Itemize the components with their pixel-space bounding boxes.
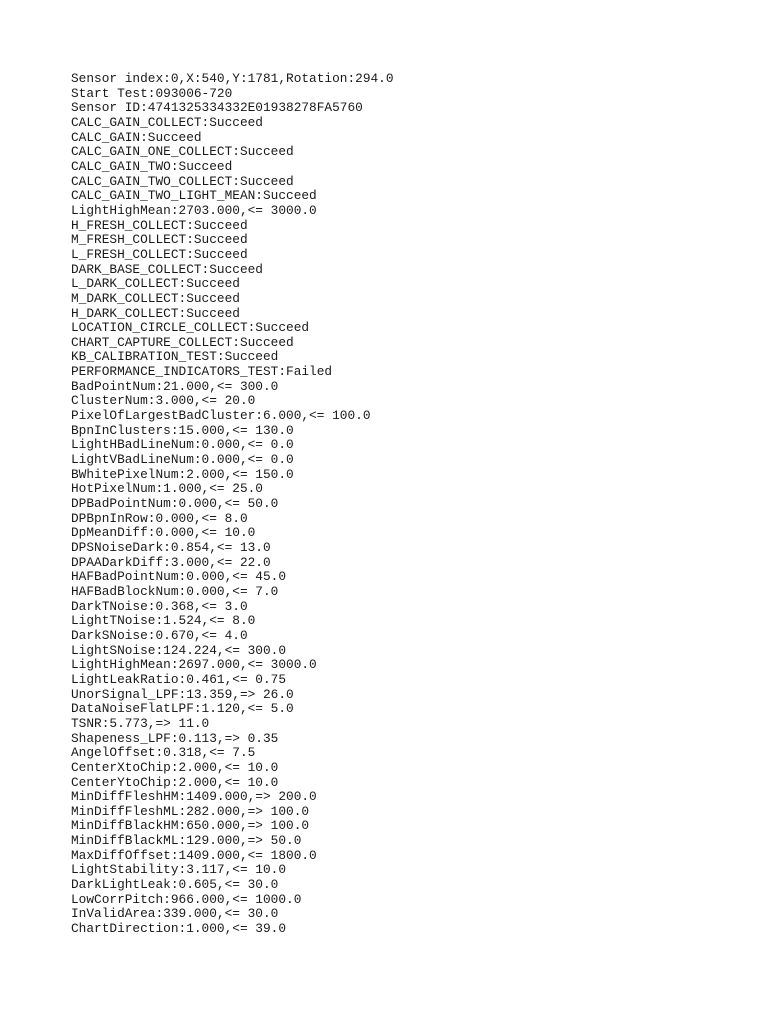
log-line: M_FRESH_COLLECT:Succeed xyxy=(71,232,248,248)
log-line: CenterXtoChip:2.000,<= 10.0 xyxy=(71,759,279,775)
log-line: DarkTNoise:0.368,<= 3.0 xyxy=(71,598,248,614)
log-line: AngelOffset:0.318,<= 7.5 xyxy=(71,745,256,761)
log-line: HAFBadPointNum:0.000,<= 45.0 xyxy=(71,569,287,585)
log-line: DpMeanDiff:0.000,<= 10.0 xyxy=(71,525,256,541)
log-line: LightHighMean:2703.000,<= 3000.0 xyxy=(71,202,317,218)
log-line: DPSNoiseDark:0.854,<= 13.0 xyxy=(71,540,271,555)
log-line: MinDiffFleshML:282.000,=> 100.0 xyxy=(71,803,310,819)
log-line: InValidArea:339.000,<= 30.0 xyxy=(71,906,279,922)
log-line: CALC_GAIN_COLLECT:Succeed xyxy=(71,114,263,130)
log-line: CALC_GAIN_TWO_LIGHT_MEAN:Succeed xyxy=(71,188,317,204)
log-line: Sensor ID:4741325334332E01938278FA5760 xyxy=(71,100,363,116)
log-line: MinDiffBlackML:129.000,=> 50.0 xyxy=(71,833,302,849)
log-line: Start Test:093006-720 xyxy=(71,85,233,101)
log-line: LightHBadLineNum:0.000,<= 0.0 xyxy=(71,437,294,453)
log-line: L_FRESH_COLLECT:Succeed xyxy=(71,246,248,262)
log-line: H_FRESH_COLLECT:Succeed xyxy=(71,217,248,233)
log-line: DarkSNoise:0.670,<= 4.0 xyxy=(71,627,248,643)
log-line: BpnInClusters:15.000,<= 130.0 xyxy=(71,422,294,438)
log-line: KB_CALIBRATION_TEST:Succeed xyxy=(71,349,279,365)
log-line: ChartDirection:1.000,<= 39.0 xyxy=(71,921,287,937)
log-line: CALC_GAIN:Succeed xyxy=(71,129,202,145)
log-line: CALC_GAIN_TWO_COLLECT:Succeed xyxy=(71,173,294,189)
log-line: LowCorrPitch:966.000,<= 1000.0 xyxy=(71,891,302,907)
log-line: TSNR:5.773,=> 11.0 xyxy=(71,715,210,731)
log-line: MinDiffFleshHM:1409.000,=> 200.0 xyxy=(71,789,317,805)
log-line: MaxDiffOffset:1409.000,<= 1800.0 xyxy=(71,847,317,863)
log-line: CALC_GAIN_ONE_COLLECT:Succeed xyxy=(71,144,294,160)
log-line: DARK_BASE_COLLECT:Succeed xyxy=(71,261,263,277)
log-line: BadPointNum:21.000,<= 300.0 xyxy=(71,378,279,394)
log-line: Sensor index:0,X:540,Y:1781,Rotation:294.0 xyxy=(71,71,394,86)
log-line: LOCATION_CIRCLE_COLLECT:Succeed xyxy=(71,320,310,336)
log-line: LightSNoise:124.224,<= 300.0 xyxy=(71,642,287,658)
log-line: CHART_CAPTURE_COLLECT:Succeed xyxy=(71,334,294,350)
log-line: LightHighMean:2697.000,<= 3000.0 xyxy=(71,657,317,673)
log-line: MinDiffBlackHM:650.000,=> 100.0 xyxy=(71,818,310,834)
log-line: DPBadPointNum:0.000,<= 50.0 xyxy=(71,496,279,512)
log-line: DPAADarkDiff:3.000,<= 22.0 xyxy=(71,554,271,570)
log-line: LightLeakRatio:0.461,<= 0.75 xyxy=(71,671,287,687)
log-line: LightTNoise:1.524,<= 8.0 xyxy=(71,613,256,629)
log-line: ClusterNum:3.000,<= 20.0 xyxy=(71,393,256,409)
log-line: H_DARK_COLLECT:Succeed xyxy=(71,305,240,321)
log-line: M_DARK_COLLECT:Succeed xyxy=(71,290,240,306)
log-line: CenterYtoChip:2.000,<= 10.0 xyxy=(71,774,279,790)
log-line: CALC_GAIN_TWO:Succeed xyxy=(71,158,233,174)
log-line: PERFORMANCE_INDICATORS_TEST:Failed xyxy=(71,364,333,380)
log-line: LightVBadLineNum:0.000,<= 0.0 xyxy=(71,452,294,468)
log-line: HotPixelNum:1.000,<= 25.0 xyxy=(71,481,263,497)
log-line: DPBpnInRow:0.000,<= 8.0 xyxy=(71,510,248,526)
log-line: L_DARK_COLLECT:Succeed xyxy=(71,276,240,292)
log-line: HAFBadBlockNum:0.000,<= 7.0 xyxy=(71,583,279,599)
log-line: DataNoiseFlatLPF:1.120,<= 5.0 xyxy=(71,701,294,717)
test-log xyxy=(71,72,394,937)
log-line: PixelOfLargestBadCluster:6.000,<= 100.0 xyxy=(71,408,371,424)
log-line: Shapeness_LPF:0.113,=> 0.35 xyxy=(71,730,279,746)
log-line: UnorSignal_LPF:13.359,=> 26.0 xyxy=(71,686,294,702)
log-line: LightStability:3.117,<= 10.0 xyxy=(71,862,287,878)
log-line: DarkLightLeak:0.605,<= 30.0 xyxy=(71,877,279,893)
log-line: BWhitePixelNum:2.000,<= 150.0 xyxy=(71,466,294,482)
